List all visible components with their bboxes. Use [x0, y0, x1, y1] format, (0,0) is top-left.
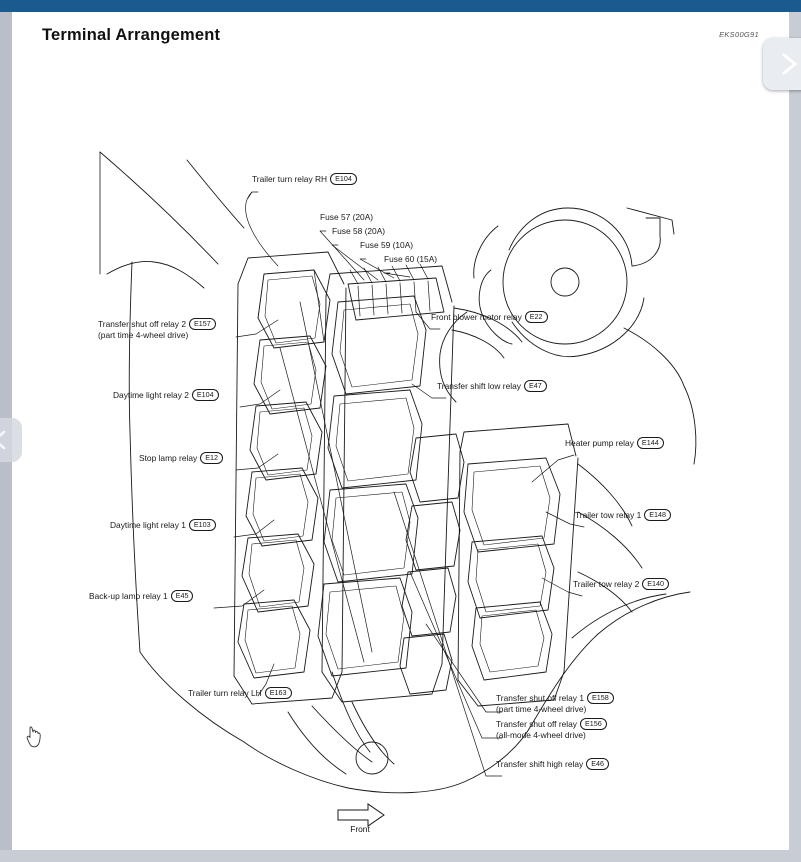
callout-text: Transfer shut off relay 2 — [98, 319, 186, 329]
callout-text: Stop lamp relay — [139, 453, 198, 463]
connector-ref: E45 — [171, 590, 194, 602]
callout-text: Transfer shift low relay — [437, 381, 521, 391]
page-title: Terminal Arrangement — [42, 26, 221, 44]
callout-text: Trailer tow relay 1 — [575, 510, 642, 520]
terminal-arrangement-diagram — [12, 12, 789, 850]
top-accent-bar — [0, 0, 801, 12]
connector-ref: E103 — [189, 519, 216, 531]
callout-daytime-light-relay-1 — [110, 519, 216, 531]
callout-text: Daytime light relay 1 — [110, 520, 186, 530]
front-arrow-icon — [338, 804, 384, 826]
connector-ref: E158 — [587, 692, 614, 704]
callout-text: Front blower motor relay — [431, 312, 522, 322]
document-code: EKS00G91 — [719, 30, 759, 39]
callout-subtext: (part time 4-wheel drive) — [98, 330, 189, 340]
callout-fuse-58 — [332, 226, 385, 237]
connector-ref: E46 — [586, 758, 609, 770]
connector-ref: E156 — [580, 718, 607, 730]
connector-ref: E148 — [644, 509, 671, 521]
callout-fuse-60 — [384, 254, 437, 265]
callout-back-up-lamp-relay-1 — [89, 590, 193, 602]
connector-ref: E22 — [525, 311, 548, 323]
callout-daytime-light-relay-2 — [113, 389, 219, 401]
callout-fuse-59 — [360, 240, 413, 251]
connector-ref: E163 — [265, 687, 292, 699]
callout-text: Fuse 60 (15A) — [384, 254, 438, 264]
callout-text: Transfer shut off relay — [496, 719, 577, 729]
callout-text: Trailer turn relay LH — [188, 688, 262, 698]
next-page-button[interactable] — [763, 38, 801, 90]
callout-transfer-shut-off-relay — [496, 718, 607, 741]
callout-heater-pump-relay — [565, 437, 664, 449]
callout-text: Fuse 57 (20A) — [320, 212, 374, 222]
callout-text: Trailer tow relay 2 — [573, 579, 640, 589]
connector-ref: E47 — [524, 380, 547, 392]
callout-text: Daytime light relay 2 — [113, 390, 189, 400]
callout-text: Heater pump relay — [565, 438, 634, 448]
callout-trailer-tow-relay-2 — [573, 578, 669, 590]
callout-text: Fuse 58 (20A) — [332, 226, 386, 236]
callout-front-blower-motor-relay — [431, 311, 548, 323]
callout-text: Transfer shift high relay — [496, 759, 584, 769]
connector-ref: E140 — [642, 578, 669, 590]
chevron-left-icon — [0, 429, 11, 451]
connector-ref: E157 — [189, 318, 216, 330]
callout-text: Back-up lamp relay 1 — [89, 591, 168, 601]
connector-ref: E104 — [192, 389, 219, 401]
previous-page-button[interactable] — [0, 418, 22, 462]
callout-fuse-57 — [320, 212, 373, 223]
callout-text: Transfer shut off relay 1 — [496, 693, 584, 703]
connector-ref: E12 — [200, 452, 223, 464]
callout-transfer-shift-high-relay — [496, 758, 609, 770]
callout-transfer-shut-off-relay-2 — [98, 318, 216, 341]
callout-trailer-turn-relay-rh — [252, 173, 357, 185]
connector-ref: E144 — [637, 437, 664, 449]
callout-transfer-shift-low-relay — [437, 380, 547, 392]
callout-trailer-turn-relay-lh — [188, 687, 292, 699]
callout-stop-lamp-relay — [139, 452, 223, 464]
callout-transfer-shut-off-relay-1 — [496, 692, 614, 715]
connector-ref: E104 — [330, 173, 357, 185]
callout-subtext: (part time 4-wheel drive) — [496, 704, 587, 714]
callout-text: Fuse 59 (10A) — [360, 240, 414, 250]
callout-subtext: (all-mode 4-wheel drive) — [496, 730, 586, 740]
chevron-right-icon — [776, 51, 801, 77]
front-direction-label: Front — [350, 824, 370, 834]
callout-trailer-tow-relay-1 — [575, 509, 671, 521]
callout-text: Trailer turn relay RH — [252, 174, 328, 184]
